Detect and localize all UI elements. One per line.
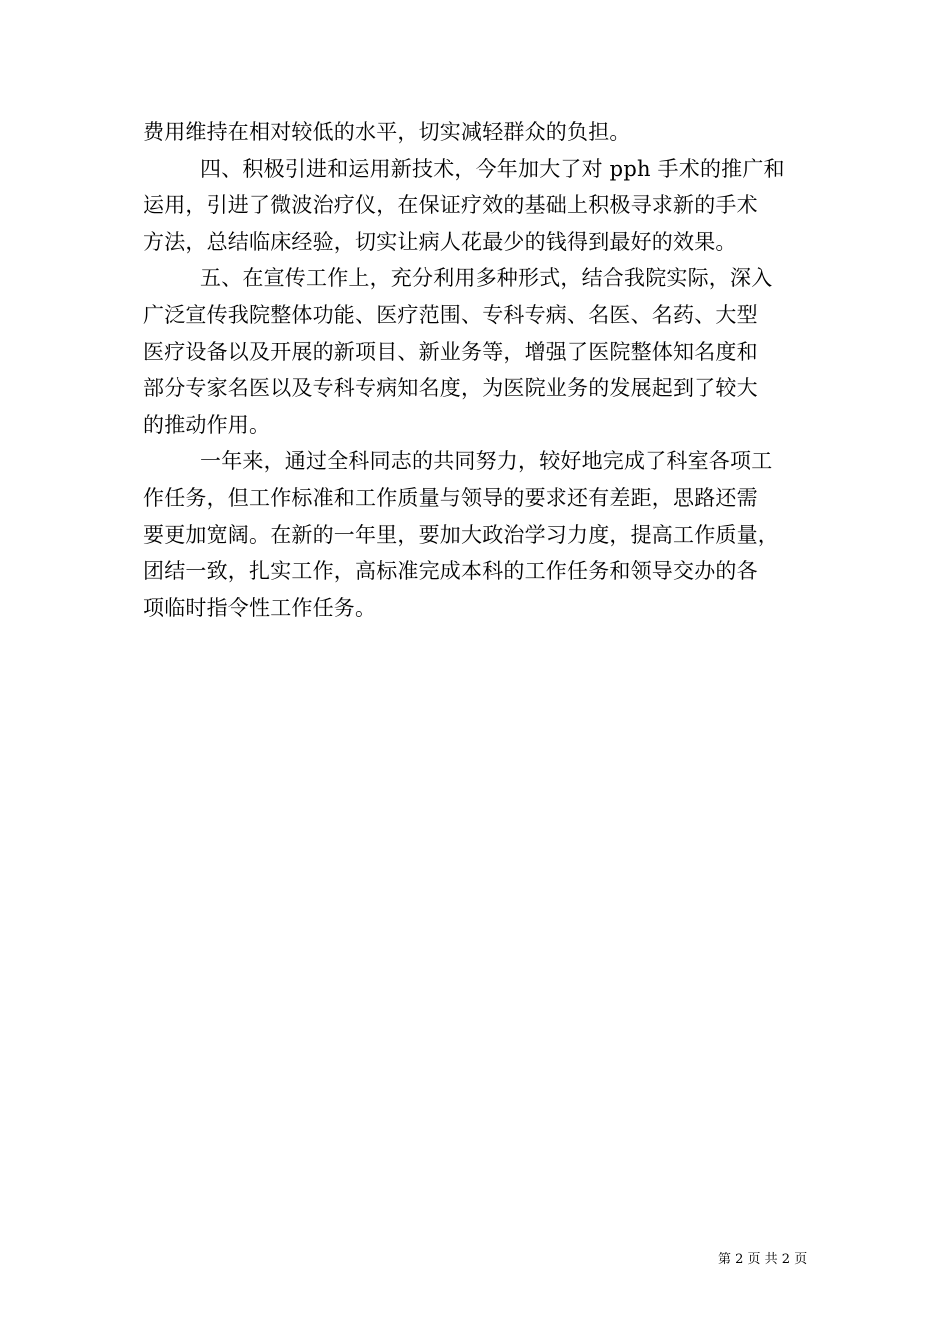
paragraph-1 — [143, 114, 813, 151]
text-line: 费用维持在相对较低的水平，切实减轻群众的负担。 — [143, 120, 631, 144]
text-line: 部分专家名医以及专科专病知名度，为医院业务的发展起到了较大 — [143, 376, 758, 401]
document-body — [143, 114, 813, 626]
text-line: 医疗设备以及开展的新项目、新业务等，增强了医院整体知名度和 — [143, 339, 758, 364]
text-line: 运用，引进了微波治疗仪，在保证疗效的基础上积极寻求新的手术 — [143, 193, 758, 218]
text-line: 项临时指令性工作任务。 — [143, 595, 377, 620]
text-line: 团结一致，扎实工作，高标准完成本科的工作任务和领导交办的各 — [143, 559, 758, 584]
text-line: 广泛宣传我院整体功能、医疗范围、专科专病、名医、名药、大型 — [143, 302, 758, 327]
text-line: 五、在宣传工作上，充分利用多种形式，结合我院实际，深入 — [200, 266, 773, 291]
page-number-footer: 第 2 页 共 2 页 — [718, 1252, 808, 1267]
paragraph-2 — [143, 151, 813, 261]
paragraph-4 — [143, 443, 813, 626]
text-line: 作任务，但工作标准和工作质量与领导的要求还有差距，思路还需 — [143, 485, 758, 510]
text-line: 方法，总结临床经验，切实让病人花最少的钱得到最好的效果。 — [143, 229, 737, 254]
text-line: 一年来，通过全科同志的共同努力，较好地完成了科室各项工 — [200, 449, 773, 474]
text-line: 四、积极引进和运用新技术，今年加大了对 pph 手术的推广和 — [200, 156, 785, 181]
text-line: 的推动作用。 — [143, 412, 271, 437]
text-line: 要更加宽阔。在新的一年里，要加大政治学习力度，提高工作质量， — [143, 522, 779, 547]
paragraph-3 — [143, 260, 813, 443]
